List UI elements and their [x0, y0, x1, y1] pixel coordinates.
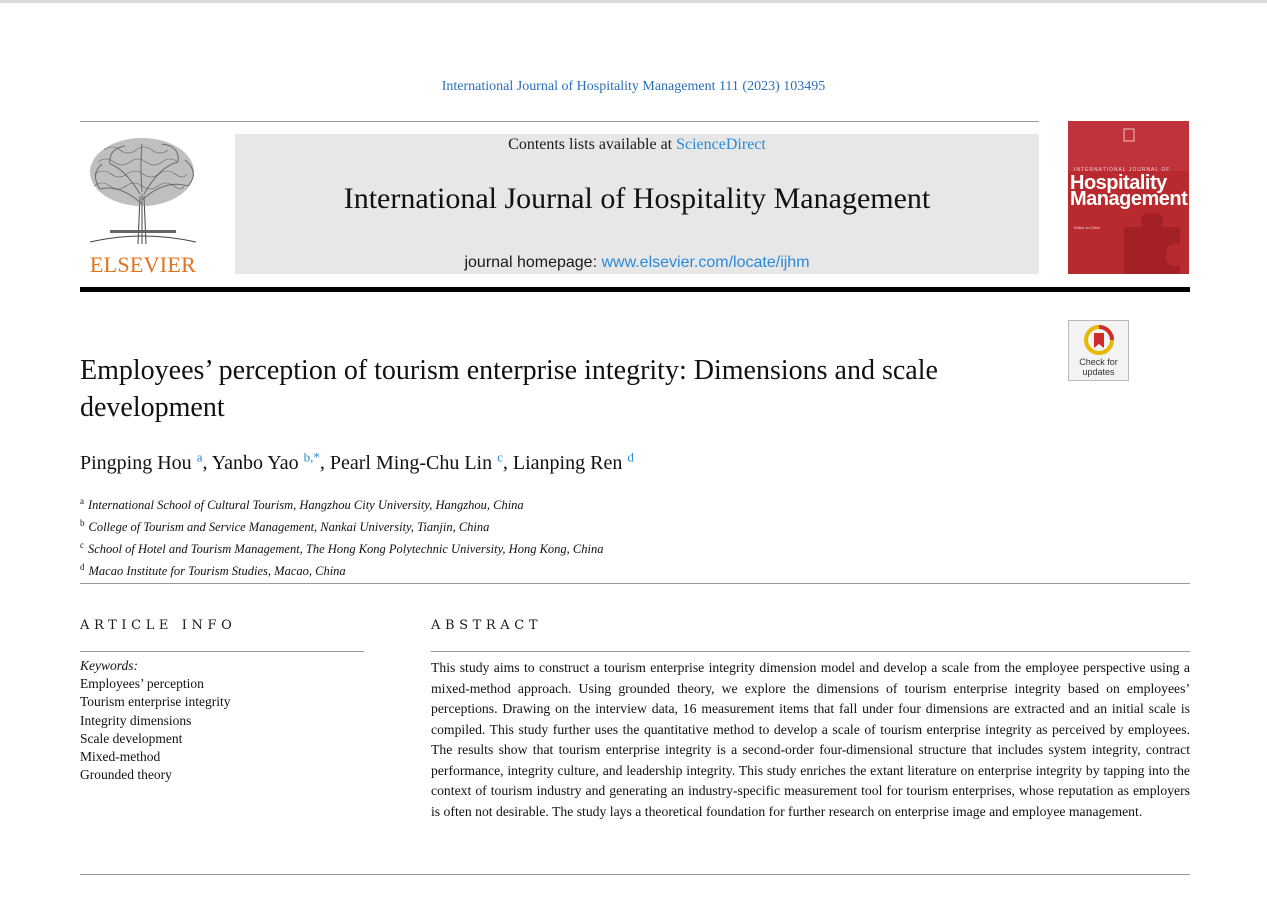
cover-emblem-icon — [1068, 121, 1189, 171]
author-2[interactable] — [211, 449, 320, 474]
check-label-line-2: updates — [1082, 367, 1115, 377]
affiliation-mark: b — [80, 518, 85, 529]
sciencedirect-link[interactable]: ScienceDirect — [676, 136, 766, 153]
affiliation-item — [80, 558, 980, 580]
contents-prefix: Contents lists available at — [508, 136, 677, 153]
affiliation-mark: d — [80, 562, 85, 573]
elsevier-tree-icon — [80, 134, 206, 246]
author-affiliation-mark[interactable]: b,* — [303, 449, 320, 464]
affiliation-item — [80, 536, 980, 558]
affiliation-list — [80, 492, 980, 581]
article-info-rule — [80, 651, 364, 652]
keyword-item: Scale development — [80, 730, 183, 746]
author-name: Pearl Ming-Chu Lin — [329, 451, 493, 474]
abstract-bottom-rule — [80, 874, 1190, 875]
affiliation-text: International School of Cultural Tourism, Hangzhou City University, Hangzhou, China — [88, 498, 524, 513]
homepage-line — [235, 254, 1039, 272]
cover-title-line-1: Hospitality — [1070, 172, 1167, 194]
homepage-prefix: journal homepage: — [464, 254, 602, 271]
homepage-link[interactable]: www.elsevier.com/locate/ijhm — [601, 254, 810, 271]
author-affiliation-mark[interactable]: d — [627, 449, 634, 464]
article-title: Employees’ perception of tourism enterprise integrity: Dimensions and scale development — [80, 355, 938, 423]
author-affiliation-mark[interactable]: c — [497, 449, 503, 464]
journal-citation[interactable]: International Journal of Hospitality Management 111 (2023) 103495 — [441, 79, 826, 94]
cover-editors: Editor-in-Chief — [1074, 225, 1100, 230]
header-rule — [80, 121, 1039, 122]
publisher-name: ELSEVIER — [89, 252, 197, 277]
abstract-rule — [431, 651, 1190, 652]
affiliation-rule — [80, 583, 1190, 584]
check-for-updates-label — [1069, 357, 1128, 377]
abstract-text: This study aims to construct a tourism enterprise integrity dimension model and develop a scale from the employee perspective using a mixed-method approach. Using grounded theory, we explore the dimensions of tourism enterprise integrity based on employees’ perceptions. Drawing on the interview data, 16 measurement items that fall under four dimensions are extracted and an initial scale is compiled. This study further uses the quantitative method to develop a scale of tourism enterprise integrity as perceived by employees. The results show that tourism enterprise integrity is a second-order four-dimensional structure that includes system integrity, contract performance, integrity culture, and leadership integrity. This study enriches the extant literature on enterprise integrity by tapping into the context of tourism industry and generating an industry-specific measurement tool for tourism enterprises, whose reputation as employers is often not desirable. The study lays a theoretical foundation for further research on enterprise image and employee management. — [431, 660, 1190, 819]
journal-name: International Journal of Hospitality Management — [343, 182, 931, 215]
journal-masthead — [235, 134, 1039, 274]
keyword-item: Tourism enterprise integrity — [80, 694, 231, 710]
keyword-item: Employees’ perception — [80, 676, 204, 692]
check-for-updates-button[interactable] — [1068, 320, 1129, 381]
affiliation-item — [80, 492, 980, 514]
masthead-thick-rule — [80, 287, 1190, 292]
cover-big-title — [1070, 172, 1188, 210]
author-4[interactable] — [512, 449, 634, 474]
keyword-item: Grounded theory — [80, 767, 172, 783]
cover-top-band — [1068, 121, 1189, 171]
cover-small-title: INTERNATIONAL JOURNAL OF — [1074, 167, 1171, 173]
abstract-heading: ABSTRACT — [431, 618, 543, 633]
contents-line — [235, 136, 1039, 154]
author-1[interactable] — [80, 449, 203, 474]
author-name: Lianping Ren — [512, 451, 623, 474]
affiliation-text: Macao Institute for Tourism Studies, Macao, China — [88, 564, 346, 579]
affiliation-mark: a — [80, 496, 84, 506]
affiliation-item — [80, 514, 980, 536]
cover-title-line-2: Management — [1070, 188, 1188, 210]
author-separator: , — [319, 451, 330, 474]
journal-cover[interactable] — [1068, 121, 1189, 274]
author-list — [80, 449, 1080, 475]
article-info-heading: ARTICLE INFO — [80, 618, 237, 633]
top-border — [0, 0, 1267, 3]
check-for-updates-icon — [1083, 324, 1115, 356]
affiliation-text: College of Tourism and Service Management, Nankai University, Tianjin, China — [88, 520, 490, 535]
author-affiliation-mark[interactable]: a — [196, 449, 203, 464]
keyword-item: Mixed-method — [80, 749, 161, 765]
keyword-item: Integrity dimensions — [80, 712, 192, 728]
puzzle-piece-icon — [1114, 207, 1189, 274]
publisher-logo[interactable] — [80, 134, 206, 276]
author-separator: , — [502, 451, 513, 474]
author-name: Yanbo Yao — [211, 451, 299, 474]
keywords-block — [80, 657, 370, 784]
keywords-label: Keywords: — [80, 658, 138, 673]
author-separator: , — [202, 451, 212, 474]
affiliation-text: School of Hotel and Tourism Management, The Hong Kong Polytechnic University, Hong Kong, China — [88, 542, 604, 557]
author-3[interactable] — [329, 449, 503, 474]
affiliation-mark: c — [80, 540, 84, 551]
check-label-line-1: Check for — [1079, 357, 1118, 367]
author-name: Pingping Hou — [80, 451, 192, 474]
